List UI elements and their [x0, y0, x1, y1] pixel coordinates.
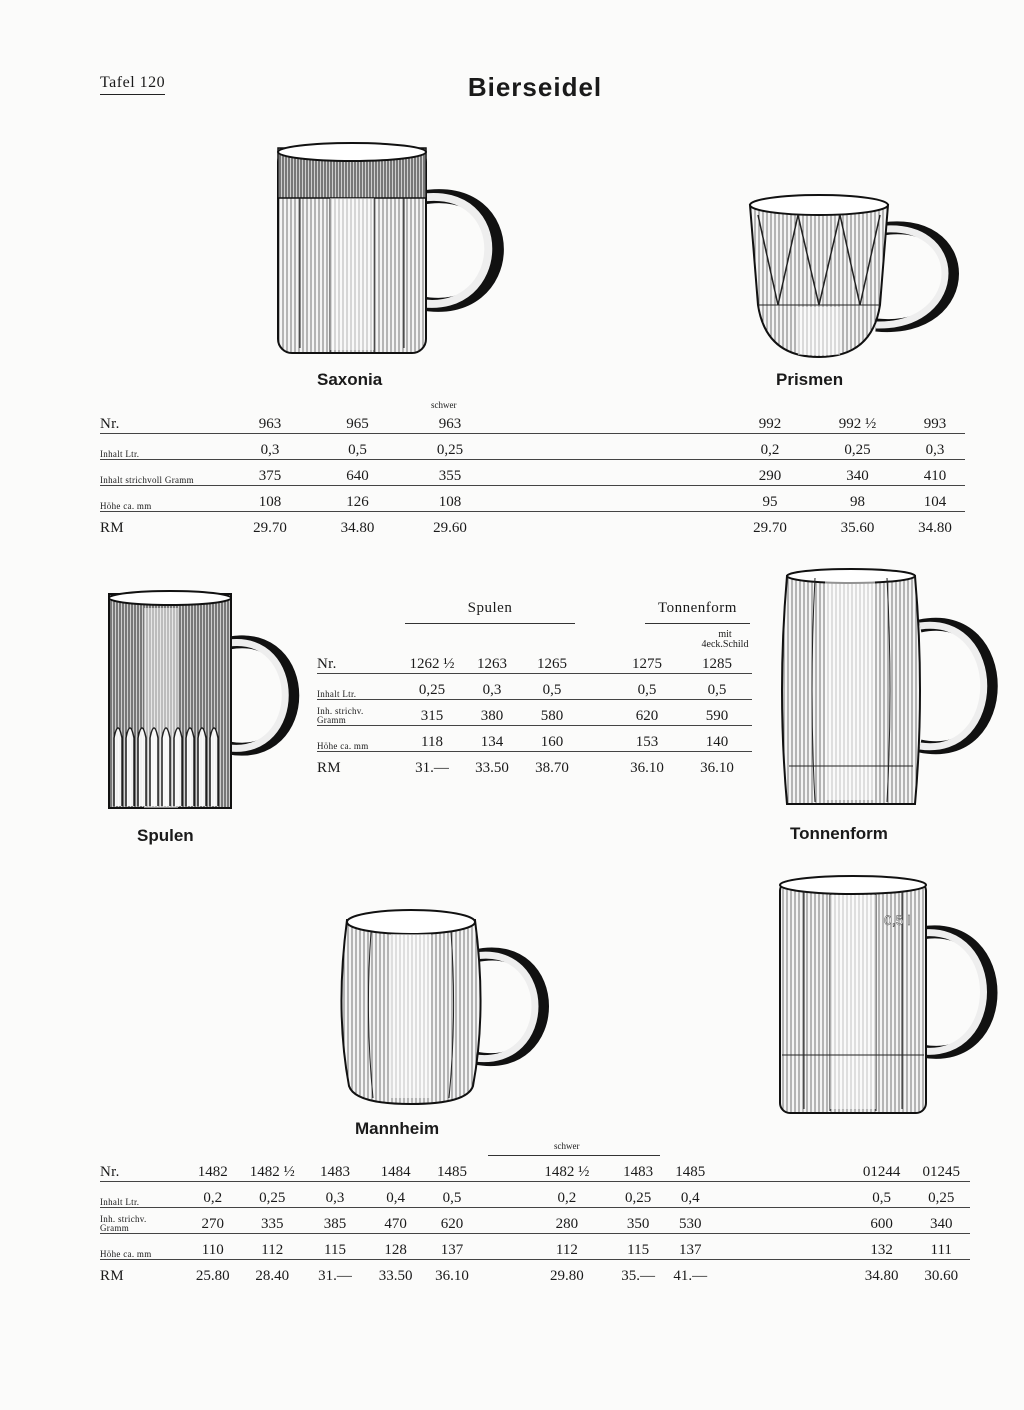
- table-cell: 355: [405, 460, 495, 486]
- table-row: [317, 648, 752, 674]
- caption-spulen: Spulen: [137, 826, 194, 845]
- table-cell: 1485: [668, 1156, 713, 1182]
- table-cell: [713, 1208, 851, 1234]
- table-cell: 0,3: [462, 674, 522, 700]
- table-cell: 36.10: [700, 760, 734, 776]
- table-row: [317, 726, 752, 752]
- table-cell: 128: [366, 1234, 426, 1260]
- row-label: Inhalt Ltr.: [317, 674, 402, 700]
- table-cell: 0,4: [366, 1182, 426, 1208]
- table-cell: 110: [185, 1234, 240, 1260]
- table-cell: 38.70: [535, 760, 569, 776]
- table-cell: 0,25: [402, 674, 462, 700]
- table-cell: 34.80: [918, 520, 952, 536]
- table-cell: 1482 ½: [240, 1156, 304, 1182]
- table-cell: 0,25: [240, 1182, 304, 1208]
- prismen-mug-image: [738, 185, 968, 365]
- row-label-hoehe: Höhe ca. mm: [100, 486, 230, 512]
- table-cell: 95: [730, 486, 810, 512]
- caption-tonnenform: Tonnenform: [790, 824, 888, 843]
- table-cell: [495, 512, 730, 538]
- table-cell: 112: [525, 1234, 608, 1260]
- table-cell: 1263: [462, 648, 522, 674]
- table-cell: 0,25: [912, 1182, 970, 1208]
- table-cell: 118: [402, 726, 462, 752]
- table-cell: 1482: [185, 1156, 240, 1182]
- plate-number: Tafel 120: [100, 74, 165, 95]
- capacity-mark: 0,5 l: [884, 912, 911, 928]
- table-cell: 963: [230, 408, 310, 434]
- table-cell: 620: [425, 1208, 478, 1234]
- table-cell: 375: [230, 460, 310, 486]
- table-cell: [713, 1260, 851, 1286]
- table-row: [100, 1208, 970, 1234]
- spec-table-saxonia-prismen: [100, 408, 965, 537]
- table-cell: 104: [905, 486, 965, 512]
- table-cell: 0,4: [668, 1182, 713, 1208]
- table-cell: 1483: [304, 1156, 366, 1182]
- table-cell: 137: [668, 1234, 713, 1260]
- table-cell: 992 ½: [810, 408, 905, 434]
- table-cell: 41.—: [673, 1268, 708, 1284]
- table-cell: 160: [522, 726, 582, 752]
- table-cell: 470: [366, 1208, 426, 1234]
- table-cell: 01244: [851, 1156, 913, 1182]
- table-cell: [495, 408, 730, 434]
- table-cell: [479, 1260, 526, 1286]
- table-cell: 0,5: [425, 1182, 478, 1208]
- table-cell: 108: [230, 486, 310, 512]
- table-cell: 126: [310, 486, 405, 512]
- table-cell: 620: [612, 700, 682, 726]
- table-cell: 29.70: [753, 520, 787, 536]
- table-cell: [495, 460, 730, 486]
- page-title: Bierseidel: [467, 72, 603, 102]
- table-cell: 0,25: [810, 434, 905, 460]
- table-cell: 0,5: [310, 434, 405, 460]
- row-label: Inh. strichv. Gramm: [317, 700, 402, 726]
- table-cell: [479, 1234, 526, 1260]
- table-cell: 340: [912, 1208, 970, 1234]
- table-row: [100, 486, 965, 512]
- row-label-rm: RM: [100, 520, 124, 536]
- shield-note: mit 4eck.Schild: [701, 629, 749, 650]
- schwer-note-2: schwer: [554, 1141, 580, 1151]
- table-cell: 134: [462, 726, 522, 752]
- table-cell: 530: [668, 1208, 713, 1234]
- table-cell: 410: [905, 460, 965, 486]
- table-cell: 965: [310, 408, 405, 434]
- table-row: [100, 1234, 970, 1260]
- row-label: Höhe ca. mm: [317, 726, 402, 752]
- table-cell: 0,5: [682, 674, 752, 700]
- table-cell: 1262 ½: [402, 648, 462, 674]
- table-cell: 108: [405, 486, 495, 512]
- mannheim-mug-image: [335, 906, 560, 1111]
- table-cell: 290: [730, 460, 810, 486]
- table-cell: 153: [612, 726, 682, 752]
- table-cell: 35.60: [840, 520, 875, 536]
- table-cell: 111: [912, 1234, 970, 1260]
- table-cell: [495, 486, 730, 512]
- table-row: [100, 408, 965, 434]
- table-row: [317, 752, 752, 778]
- table-cell: 600: [851, 1208, 913, 1234]
- schwer-note-1: schwer: [431, 400, 457, 410]
- spec-table-spulen-tonnenform: [317, 648, 752, 777]
- table-row: [100, 1182, 970, 1208]
- table-cell: 36.10: [630, 760, 664, 776]
- octagonal-mug-image: [774, 873, 1009, 1123]
- table-cell: 0,3: [304, 1182, 366, 1208]
- table-cell: 992: [730, 408, 810, 434]
- table-cell: 0,2: [525, 1182, 608, 1208]
- table-cell: [479, 1156, 526, 1182]
- table-row: [100, 512, 965, 538]
- table-cell: 35.—: [621, 1268, 655, 1284]
- table-cell: 993: [905, 408, 965, 434]
- table-cell: 98: [810, 486, 905, 512]
- row-label-gramm: Inhalt strichvoll Gramm: [100, 460, 230, 486]
- table-row: [100, 434, 965, 460]
- row-label-nr: Nr.: [100, 408, 230, 434]
- table-cell: 34.80: [864, 1268, 899, 1284]
- tonnenform-mug-image: [775, 566, 1010, 816]
- table-cell: [582, 752, 612, 778]
- table-cell: 29.60: [433, 520, 467, 536]
- table-cell: 280: [525, 1208, 608, 1234]
- table-cell: 34.80: [340, 520, 375, 536]
- caption-saxonia: Saxonia: [317, 370, 383, 389]
- table-cell: [582, 726, 612, 752]
- table-cell: 137: [425, 1234, 478, 1260]
- table-row: [317, 674, 752, 700]
- row-label: Inh. strichv. Gramm: [100, 1208, 185, 1234]
- table-cell: 385: [304, 1208, 366, 1234]
- table-cell: 1485: [425, 1156, 478, 1182]
- table-row: [100, 460, 965, 486]
- table-cell: [582, 700, 612, 726]
- group-rule-spulen: [405, 623, 575, 624]
- table-cell: 315: [402, 700, 462, 726]
- table-cell: [582, 674, 612, 700]
- table-cell: 0,2: [185, 1182, 240, 1208]
- table-cell: 33.50: [475, 760, 509, 776]
- table-cell: 1484: [366, 1156, 426, 1182]
- table-cell: 132: [851, 1234, 913, 1260]
- table-cell: 1275: [612, 648, 682, 674]
- table-cell: [495, 434, 730, 460]
- table-cell: 01245: [912, 1156, 970, 1182]
- table-cell: 335: [240, 1208, 304, 1234]
- caption-prismen: Prismen: [776, 370, 844, 389]
- saxonia-mug-image: [270, 138, 520, 363]
- table-cell: 0,2: [730, 434, 810, 460]
- table-cell: 340: [810, 460, 905, 486]
- table-cell: 25.80: [195, 1268, 230, 1284]
- table-cell: 0,5: [851, 1182, 913, 1208]
- table-cell: 0,5: [612, 674, 682, 700]
- table-cell: 580: [522, 700, 582, 726]
- table-cell: 1265: [522, 648, 582, 674]
- table-cell: [479, 1182, 526, 1208]
- table-cell: 31.—: [415, 760, 449, 776]
- table-cell: 115: [304, 1234, 366, 1260]
- table-cell: [479, 1208, 526, 1234]
- table-cell: 29.70: [253, 520, 287, 536]
- table-cell: 28.40: [255, 1268, 290, 1284]
- caption-mannheim: Mannheim: [355, 1119, 440, 1138]
- group-header-spulen: Spulen: [467, 600, 513, 616]
- table-cell: 33.50: [378, 1268, 413, 1284]
- row-label: RM: [100, 1268, 124, 1284]
- table-cell: 640: [310, 460, 405, 486]
- table-cell: 590: [682, 700, 752, 726]
- table-cell: 112: [240, 1234, 304, 1260]
- spec-table-mannheim: [100, 1156, 970, 1285]
- table-cell: 350: [608, 1208, 668, 1234]
- table-cell: 0,3: [905, 434, 965, 460]
- row-label: Höhe ca. mm: [100, 1234, 185, 1260]
- spulen-mug-image: [104, 588, 309, 816]
- row-label: RM: [317, 760, 341, 776]
- table-cell: 270: [185, 1208, 240, 1234]
- row-label: Nr.: [317, 648, 402, 674]
- table-cell: 0,3: [230, 434, 310, 460]
- table-cell: [713, 1182, 851, 1208]
- table-cell: 36.10: [435, 1268, 469, 1284]
- table-cell: [713, 1234, 851, 1260]
- table-cell: [713, 1156, 851, 1182]
- group-rule-tonnenform: [645, 623, 750, 624]
- table-cell: 30.60: [924, 1268, 959, 1284]
- row-label: Nr.: [100, 1156, 185, 1182]
- table-row: [317, 700, 752, 726]
- table-cell: 31.—: [318, 1268, 352, 1284]
- table-cell: 963: [405, 408, 495, 434]
- table-row: [100, 1260, 970, 1286]
- group-header-tonnenform: Tonnenform: [658, 600, 737, 616]
- table-cell: 1483: [608, 1156, 668, 1182]
- table-row: [100, 1156, 970, 1182]
- table-cell: 29.80: [549, 1268, 584, 1284]
- table-cell: 0,5: [522, 674, 582, 700]
- table-cell: 140: [682, 726, 752, 752]
- table-cell: 0,25: [405, 434, 495, 460]
- row-label: Inhalt Ltr.: [100, 1182, 185, 1208]
- table-cell: 1482 ½: [525, 1156, 608, 1182]
- table-cell: 380: [462, 700, 522, 726]
- table-cell: [582, 648, 612, 674]
- row-label-inhalt: Inhalt Ltr.: [100, 434, 230, 460]
- table-cell: 115: [608, 1234, 668, 1260]
- table-cell: 0,25: [608, 1182, 668, 1208]
- table-cell: 1285: [682, 648, 752, 674]
